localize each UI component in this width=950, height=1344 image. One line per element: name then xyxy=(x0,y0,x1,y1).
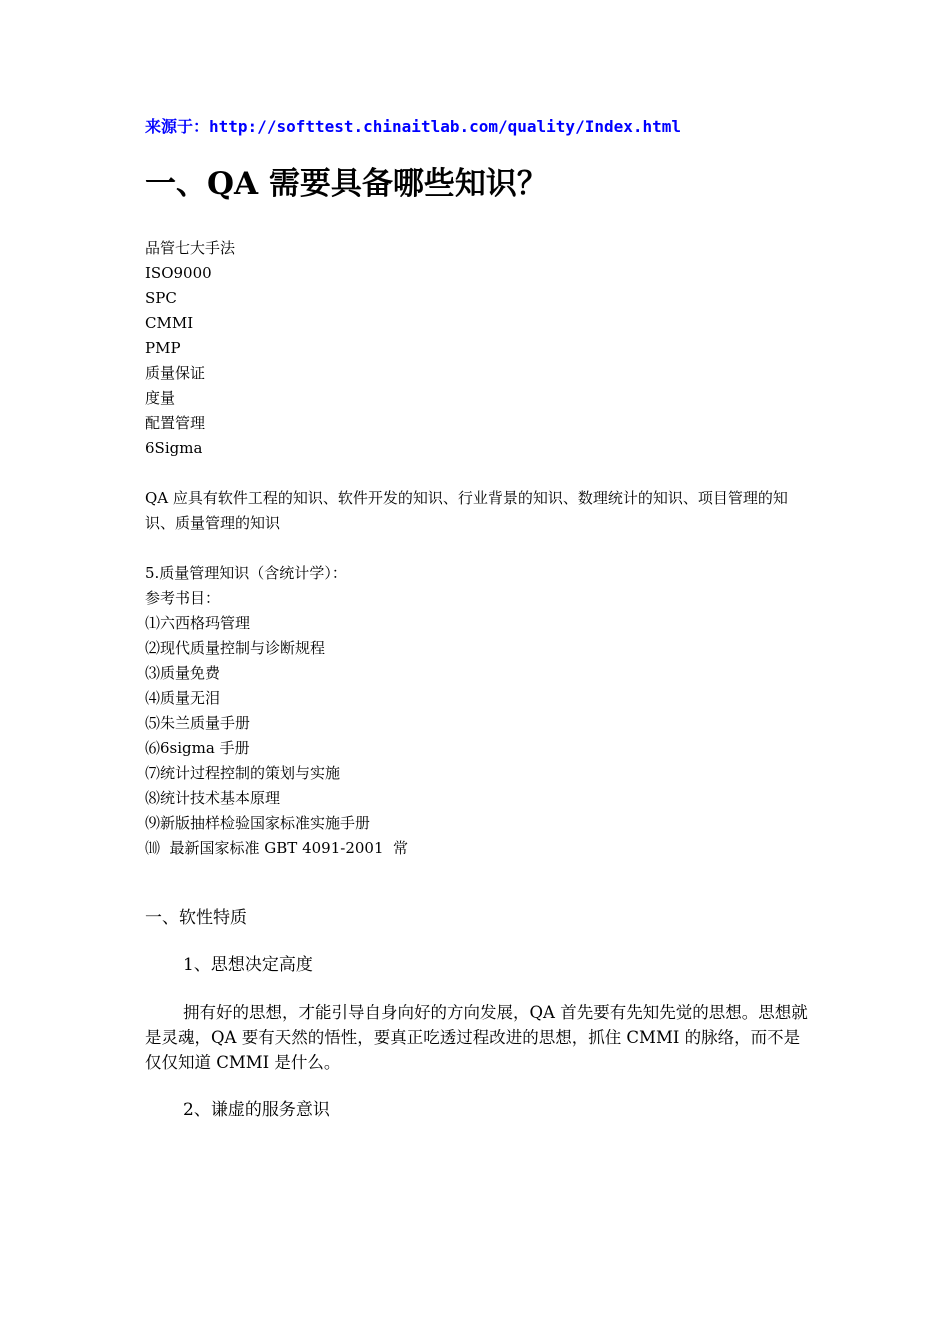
document-content xyxy=(145,112,810,1122)
knowledge-list xyxy=(145,236,810,461)
soft-skill-item-1-paragraph: 拥有好的思想，才能引导自身向好的方向发展，QA 首先要有先知先觉的思想。思想就是灵魂，QA 要有天然的悟性，要真正吃透过程改进的思想，抓住 CMMI 的脉络，而不是仅仅知道 CMMI 是什么。 xyxy=(145,1003,808,1072)
book-item: ⑽ 最新国家标准 GBT 4091-2001 常 xyxy=(145,839,409,857)
soft-skill-item-2-title: 2、谦虚的服务意识 xyxy=(183,1100,330,1120)
list-item: ISO9000 xyxy=(145,264,212,282)
books-label: 参考书目： xyxy=(145,589,221,607)
list-item: 度量 xyxy=(145,389,176,407)
book-item: ⑸朱兰质量手册 xyxy=(145,714,251,732)
soft-skill-item-1-title: 1、思想决定高度 xyxy=(183,955,313,975)
book-item: ⑼新版抽样检验国家标准实施手册 xyxy=(145,814,371,832)
list-item: PMP xyxy=(145,339,181,357)
book-item: ⑷质量无泪 xyxy=(145,689,221,707)
list-item: SPC xyxy=(145,289,177,307)
book-item: ⑵现代质量控制与诊断规程 xyxy=(145,639,326,657)
list-item: 6Sigma xyxy=(145,439,203,457)
quality-section xyxy=(145,561,810,861)
qa-knowledge-paragraph: QA 应具有软件工程的知识、软件开发的知识、行业背景的知识、数理统计的知识、项目管理的知识、质量管理的知识 xyxy=(145,489,788,532)
source-line xyxy=(145,112,810,142)
page-heading: 一、QA 需要具备哪些知识？ xyxy=(145,166,548,202)
source-label: 来源于： xyxy=(145,117,210,136)
list-item: CMMI xyxy=(145,314,194,332)
book-item: ⑴六西格玛管理 xyxy=(145,614,251,632)
book-item: ⑶质量免费 xyxy=(145,664,221,682)
list-item: 品管七大手法 xyxy=(145,239,236,257)
quality-section-title: 5.质量管理知识（含统计学）： xyxy=(145,564,347,582)
book-item: ⑹6sigma 手册 xyxy=(145,739,250,757)
list-item: 配置管理 xyxy=(145,414,206,432)
soft-skills-title: 一、软性特质 xyxy=(145,908,247,928)
list-item: 质量保证 xyxy=(145,364,206,382)
book-item: ⑻统计技术基本原理 xyxy=(145,789,281,807)
source-link[interactable]: http://softtest.chinaitlab.com/quality/Index.html xyxy=(209,117,682,136)
book-item: ⑺统计过程控制的策划与实施 xyxy=(145,764,341,782)
